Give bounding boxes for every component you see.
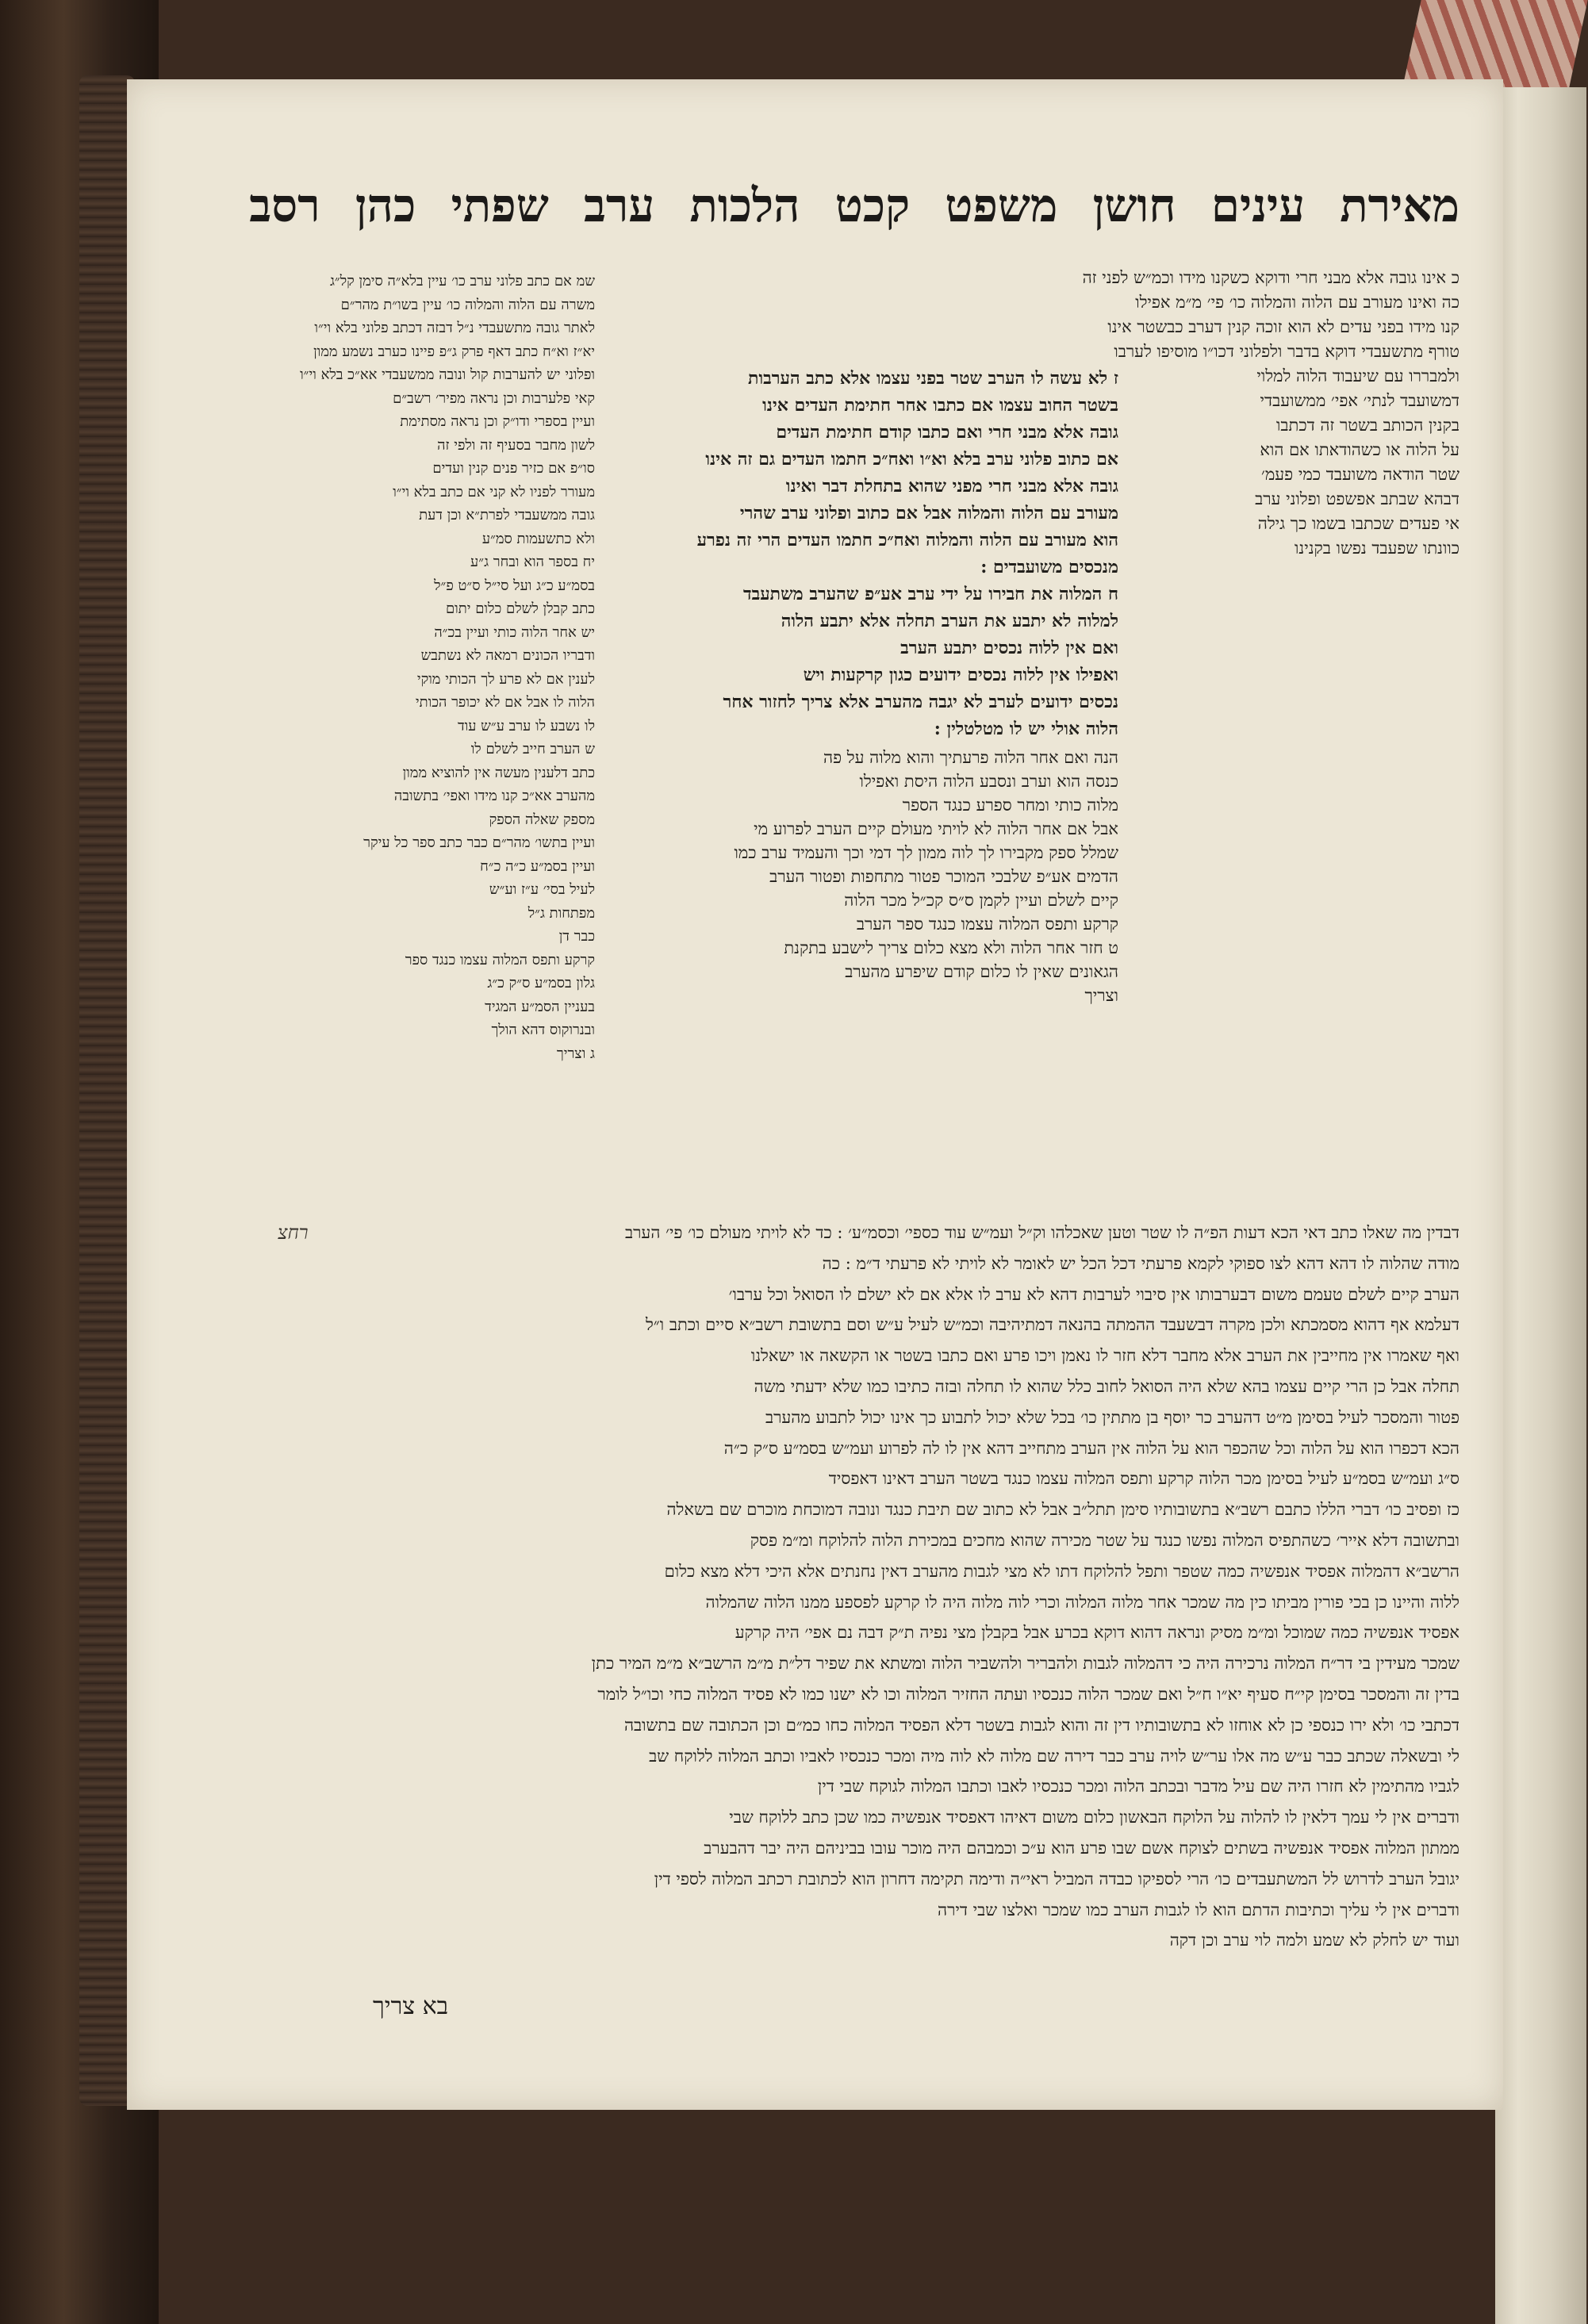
- text-line: טורף מתשעבדי דוקא בדבר ולפלוני דכו״ו מוסיפו לערבו: [1114, 342, 1460, 361]
- text-line: כז ופסיב כו׳ דברי הללו כתבם רשב״א בתשובותיו סימן תתל״ב אבל לא כתוב שם תיבת כנגד ונובה דמוכחת מוכרם שם בשאלה: [666, 1500, 1460, 1520]
- text-line: ז לא עשה לו הערב שטר בפני עצמו אלא כתב הערבות: [748, 368, 1118, 389]
- text-line: בשטר החוב עצמו אם כתבו אחר חתימת העדים אינו: [762, 395, 1118, 416]
- text-line: ועיין בתשו׳ מהר״ם כבר כתב ספר כל עיקר: [363, 834, 595, 851]
- header-word: הלכות: [689, 178, 800, 232]
- header-word: ערב: [583, 178, 655, 232]
- text-line: הוא מעורב עם הלוה והמלוה ואח״כ חתמו העדים הרי זה נפרע: [696, 530, 1118, 550]
- text-line: בדין זה והמסכר בסימן קי״ח סעיף יא״ו ח״ל ואם שמכר הלוה כנכסיו ועתה החזיר המלוה וכו לא ישנו כמו לא פסיד המלוה כחי וכו״ל לומר: [597, 1684, 1460, 1704]
- text-line: הגאונים שאין לו כלום קודם שיפרע מהערב: [845, 962, 1118, 981]
- catchword: בא צריך: [373, 1992, 449, 2020]
- text-line: ש הערב חייב לשלם לו: [470, 741, 595, 757]
- text-line: דמשועבד לנתי׳ אפי׳ ממשועבדי: [1260, 391, 1460, 410]
- text-line: הלוה אולי יש לו מטלטלין :: [934, 719, 1118, 739]
- text-line: לי ובשאלה שכתב כבר ע״ש מה אלו ער״ש לויה ערב כבר דירה שם מלוה לא לוה מיה ומכר כנכסיו לאביו וכתב המלוה ללוקח שב: [649, 1746, 1460, 1766]
- text-line: בסמ״ע כ״ג ועל סי״ל ס״ט פ״ל: [434, 577, 595, 594]
- text-line: כנסה הוא וערב ונסבע הלוה היסת ואפילו: [859, 772, 1118, 791]
- bookmark-ribbon: [1402, 0, 1587, 87]
- text-line: לענין אם לא פרע לך הכותי מוקי: [416, 670, 595, 688]
- text-line: ואף שאמרו אין מחייבין את הערב אלא מחבר דלא חזר לו נאמן ויכו פרע ואם כתבו בשטר או הקשאה או ישאלנו: [750, 1346, 1460, 1366]
- text-line: קרקע ותפס המלוה עצמו כנגד ספר: [405, 951, 595, 968]
- text-line: שמכר מעידין בי דר״ח המלוה נרכירה היה כי דהמלוה לגבות ולהבריר ולהשביר הלוה ומשתא את שפיר דל״ת מ״מ הרשב״א מ״מ המיר כתן: [591, 1654, 1460, 1674]
- text-line: פטור והמסכר לעיל בסימן מ״ט דהערב כר יוסף בן מתתין כו׳ בכל שלא יכול לתבוע כך אינו יכול לתבוע מהערב: [765, 1407, 1460, 1427]
- text-line: ולמבררו עם שיעבוד הלוה למלוי: [1256, 366, 1460, 385]
- text-line: שטר הודאה משועבד כמי פעמ׳: [1260, 465, 1460, 484]
- text-line: גובה אלא מבני חרי ואם כתבו קודם חתימת העדים: [776, 422, 1118, 443]
- text-line: ועיין בספרי ודו״ק וכן נראה מסתימת: [400, 413, 595, 430]
- text-line: שמלל ספק מקבירו לך לוה ממון לך דמי וכך והעמיד ערב כמו: [734, 843, 1118, 862]
- text-line: מספק שאלה הספק: [489, 811, 595, 828]
- text-line: אם כתוב פלוני ערב בלא וא״ו ואח״כ חתמו העדים גם זה אינו: [705, 449, 1118, 470]
- text-line: כבר דן: [558, 928, 595, 945]
- header-word: כהן: [355, 178, 416, 232]
- text-line: נכסים ידועים לערב לא יגבה מהערב אלא צריך לחזור אחר: [723, 692, 1118, 712]
- text-line: ודבריו הכונים רמאה לא נשתבש: [420, 647, 595, 664]
- text-line: ט חזר אחר הלוה ולא מצא כלום צריך לישבע בתקנת: [784, 938, 1118, 957]
- text-line: דבהא שבתב אפשפט ופלוני ערב: [1255, 489, 1460, 508]
- text-line: הנה ואם אחר הלוה פרעתיך והוא מלוה על פה: [823, 748, 1118, 767]
- text-line: ולא כתשעמות סמ״ע: [481, 530, 595, 547]
- text-line: יא״ז וא״ח כתב דאף פרק ג״פ פיינו כערב נשמע ממון: [313, 343, 595, 360]
- text-line: וצריך: [1084, 986, 1118, 1005]
- text-line: מהערב אא״כ קנו מידו ואפי׳ בתשובה: [393, 788, 595, 804]
- text-line: דעלמא אף דהוא מסמכתא ולכן מקרה דבשעבד ההמתה בהנאה דמתיהיבה וכמ״ש לעיל ע״ש וסם בתשובת רשב״א סיים וכתב ו״ל: [645, 1315, 1460, 1335]
- text-line: דכתבי כו׳ ולא ירו כנספי כן לא אוחזו לא בתשובותיו דין זה והוא לגבות בשטר דלא הפסיד המלוה כחו כמ״ם וכן הכתובה שם בתשובה: [623, 1715, 1460, 1735]
- text-line: קאי פלערבות וכן נראה מפיר׳ רשב״ם: [393, 389, 595, 407]
- text-line: סו״פ אם כזיר פנים קנין ועדים: [432, 460, 595, 477]
- text-line: תחלה אבל כן הרי קיים עצמו בהא שלא היה הסואל לחוב כלל שהוא לו תחלה ובזה כתיבו כמו שלא ידעתי משה: [754, 1376, 1460, 1396]
- text-line: בעניין הסמ״ע המגיד: [485, 998, 595, 1015]
- text-line: מעורר לפניו לא קני אם כתב בלא וי״ו: [393, 483, 595, 500]
- page-header: [190, 178, 1460, 250]
- text-line: ועוד יש לחלק לא שמע ולמה לוי ערב וכן דקה: [1169, 1931, 1460, 1950]
- text-line: לו נשבע לו ערב ע״ש עוד: [457, 717, 595, 734]
- text-line: ג וצריך: [556, 1045, 595, 1062]
- header-word: שפתי: [451, 178, 549, 232]
- header-word: קכט: [834, 178, 911, 232]
- text-line: דבדין מה שאלו כתב דאי הכא דעות הפ״ה לו שטר וטען שאכלהו וק״ל ועמ״ש עוד כספי׳ וכסמ״ע׳ : כד לא לויתי מעולם כו׳ פי׳ הערב: [625, 1223, 1460, 1242]
- text-line: ח המלוה את חבירו על ידי ערב אע״פ שהערב משתעבד: [743, 584, 1118, 604]
- text-line: מלוה כותי ומחר ספרע כנגד הספר: [902, 796, 1118, 815]
- text-line: ואם אין ללוה נכסים יתבע הערב: [900, 638, 1118, 658]
- text-line: כה ואינו מעורב עם הלוה והמלוה כו׳ פי׳ מ״מ אפילו: [1135, 293, 1460, 312]
- text-line: מפתחות ג״ל: [527, 904, 595, 922]
- text-line: למלוה לא יתבע את הערב תחלה אלא יתבע הלוה: [781, 611, 1118, 631]
- header-word: רסב: [249, 178, 320, 232]
- text-line: כ אינו גובה אלא מבני חרי ודוקא כשקנו מידו וכמ״ש לפני זה: [1082, 268, 1460, 287]
- text-line: אי פעדים שכתבו בשמו כך גילה: [1257, 514, 1460, 533]
- facing-page-edge: [1495, 87, 1586, 2324]
- text-line: הכא דכפרו הוא על הלוה וכל שהכפר הוא על הלוה אין הערב מתחייב דהא אין לו לה לפרוע ועמ״ש בסמ״ע ס״ק כ״ה: [723, 1438, 1460, 1458]
- text-line: ללוה והיינו כן בכי פורין מביתו כין מה שמכר אחר מלוה המלוה וכרי לוה מלוה היה לו קרקע לפספע ממנו הלוה שהמלוה: [705, 1592, 1460, 1612]
- text-line: ובנרוקוס דהא הולך: [491, 1022, 595, 1038]
- text-line: גובה אלא מבני חרי מפני שהוא בתחלת דבר ואינו: [785, 476, 1118, 497]
- text-line: ודברים אין לי עליך וכתיבות הדתם הוא לו לגבות הערב כמו שמכר ואלצו שבי דירה: [938, 1900, 1460, 1919]
- text-line: לאתר גובה מתשעבדי נ״ל דבזה דכתב פלוני בלא וי״ו: [314, 320, 595, 336]
- text-line: ופלוני יש להערבות קול ונובה ממשעבדי אא״כ בלא וי״ו: [300, 366, 595, 383]
- text-line: ואפילו אין ללוה נכסים ידועים כגון קרקעות ויש: [803, 665, 1118, 685]
- text-line: מודה שהלוה לו דהא דהא לצו ספוקי לקמא פרעתי דכל הכל יש לאומר לא לויתי לא פרעתי ד״מ : כה: [822, 1253, 1460, 1273]
- text-line: לגביו מהתימין לא חזרו היה שם עיל מדבר ובכתב הלוה ומכר כנכסיו לאבו וכתבו המלוה לגוקח שבי דין: [817, 1777, 1460, 1797]
- text-line: ועיין בסמ״ע כ״ה כ״ח: [480, 857, 595, 875]
- text-line: הלוה לו אבל אם לא יכופר הכותי: [415, 694, 595, 711]
- commentary-left-column: [300, 270, 595, 1065]
- text-line: הדמים אע״פ שלבכי המוכר פטור מתחפות ופטור הערב: [769, 867, 1118, 886]
- text-line: בקנין הכותב בשטר זה דכתבו: [1276, 416, 1460, 435]
- text-line: לעיל בסי׳ ע״ז וע״ש: [489, 881, 595, 898]
- lower-commentary-block: [341, 1218, 1460, 1956]
- text-line: קיים לשלם ועיין לקמן ס״ס קכ״ל מכר הלוה: [844, 891, 1118, 910]
- marginal-note: רחצ: [278, 1221, 309, 1244]
- text-line: כתב דלענין מעשה אין להוציא ממון: [402, 764, 595, 781]
- main-text-block: [611, 365, 1118, 742]
- header-word: חושן: [1092, 178, 1176, 232]
- header-word: משפט: [945, 178, 1058, 232]
- text-line: הרשב״א דהמלוה אפסיד אנפשיה כמה שטפר ותפל להלוקח דתו לא מצי לגבות מהערב דאין נחנתים אלא היכי דלא מצא כלום: [664, 1561, 1460, 1581]
- text-line: גובה ממשעבדי לפרת״א וכן דעת: [419, 507, 595, 523]
- text-line: ממתון המלוה אפסיד אנפשיה בשתים לצוקח אשם שבו פרע הוא ע״כ וכמבהם היה מוכר עובו בביניהם היה יבר דהבערב: [704, 1838, 1460, 1858]
- text-line: ודברים אין לי עמך דלאין לו להלוה על הלוקח הבאשון כלום משום דאיהו דאפסיד אנפשיה כמו שכן כתב ללוקח שבי: [729, 1808, 1460, 1827]
- text-line: הערב קיים לשלם טעמם משום דבערבותו אין סיבוי לערבות דהא לא ערב לו אלא אם לא ישלם לו הסואל וכל ערבו׳: [728, 1284, 1460, 1304]
- text-line: ובתשובה דלא אייר׳ כשהתפיס המלוה נפשו כנגד על שטר מכירה שהוא מחכים במכירת הלוה להלוקח ומ״מ פסק: [750, 1530, 1460, 1550]
- text-line: מעורב עם הלוה והמלוה אבל אם כתוב ופלוני ערב שהרי: [739, 503, 1118, 523]
- lower-text-block: [611, 746, 1118, 1007]
- text-line: לשון מחבר בסעיף זה ולפי זה: [437, 436, 595, 454]
- text-line: קנו מידו בפני עדים לא הוא זוכה קנין דערב כבשטר אינו: [1107, 317, 1460, 336]
- text-line: כתב קבלן לשלם כלום יתום: [445, 600, 595, 617]
- commentary-right-column: [1082, 266, 1460, 561]
- text-line: כוונתו שפעבד נפשו בקנינו: [1295, 539, 1460, 558]
- text-line: משרה עם הלוה והמלוה כו׳ עיין בשו״ת מהר״ם: [340, 296, 595, 313]
- text-line: קרקע ותפס המלוה עצמו כנגד ספר הערב: [856, 915, 1118, 934]
- text-line: על הלוה או כשהודאתו אם הוא: [1260, 440, 1460, 459]
- text-line: אבל אם אחר הלוה לא לויתי מעולם קיים הערב לפרוע מי: [754, 819, 1118, 838]
- header-word: מאירת: [1340, 178, 1460, 232]
- text-line: מנכסים משועבדים :: [980, 557, 1118, 577]
- text-line: ס״ג ועמ״ש בסמ״ע לעיל בסימן מכר הלוה קרקע ותפס המלוה עצמו כנגד בשטר הערב דאינו דאפסיד: [828, 1469, 1460, 1489]
- text-line: גלון בסמ״ע ס״ק כ״ג: [487, 975, 595, 991]
- text-line: יש אחר הלוה כותי ועיין בכ״ה: [434, 623, 595, 641]
- text-line: אפסיד אנפשיה כמה שמוכל ומ״מ מסיק ונראה דהוא דוקא בכרע אבל בקבלן מצי נפיה ת״ק דבה נם אפי׳ היה קרקע: [735, 1623, 1460, 1643]
- text-line: יח בספר הוא ובחר ג״ע: [470, 554, 595, 570]
- text-line: יגובל הערב לדרוש לל המשתעבדים כו׳ הרי לספיקו כבדה המביל ראי״ה ודימה תקימה דחרון הוא לכתובת רכתב המלוה לספי דין: [654, 1869, 1460, 1889]
- text-line: שמ אם כתב פלוני ערב כו׳ עיין בלא״ה סימן קל״ג: [329, 273, 595, 290]
- header-word: עינים: [1210, 178, 1306, 232]
